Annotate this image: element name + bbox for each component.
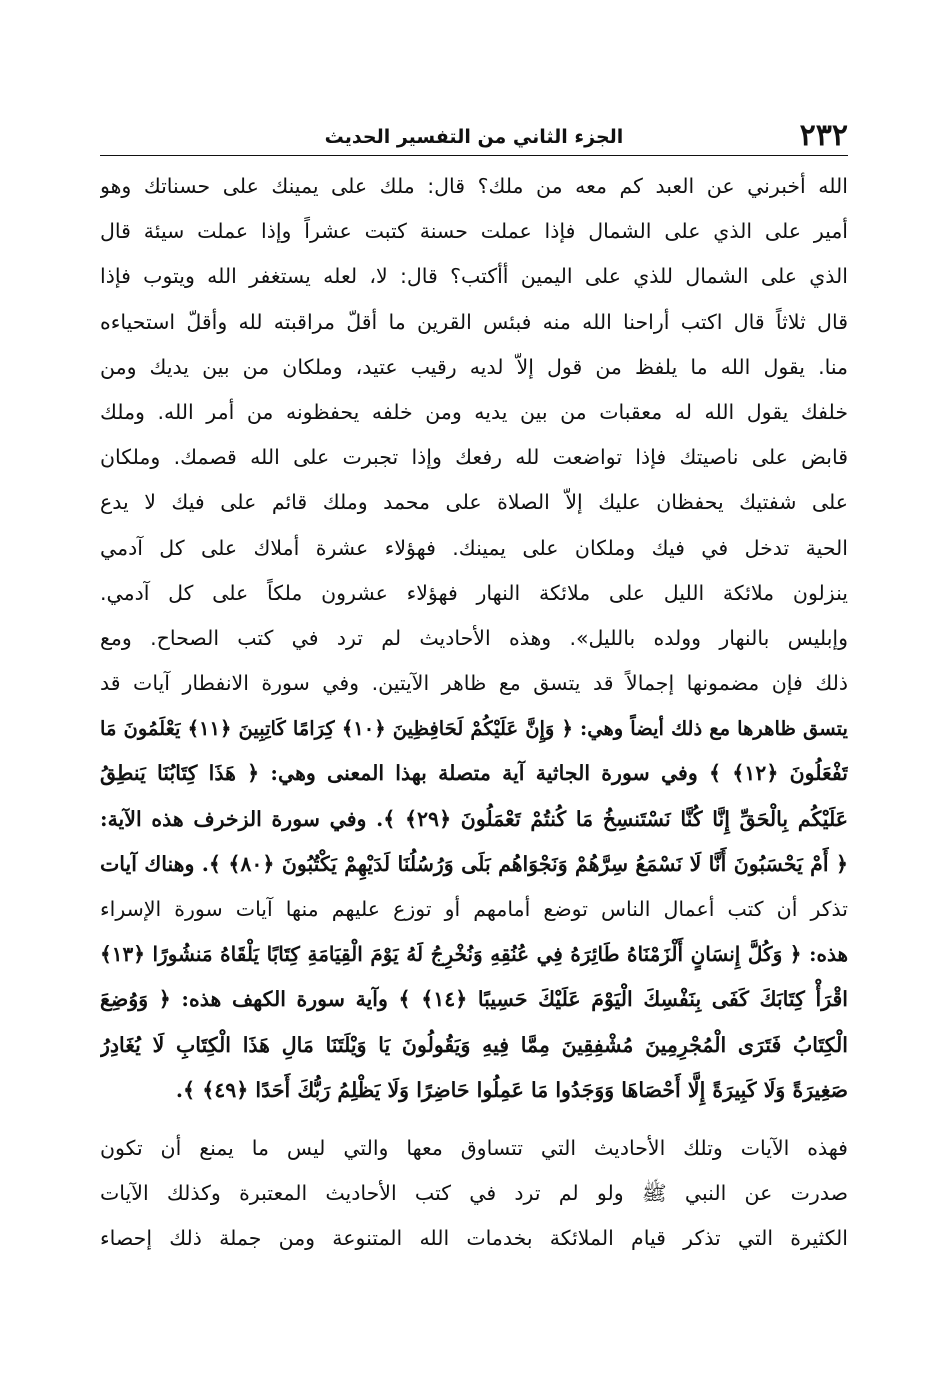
text-line: أمير على الذي على الشمال فإذا عملت حسنة كتبت عشراً وإذا عملت سيئة قال — [100, 219, 848, 244]
quran-line: يتسق ظاهرها مع ذلك أيضاً وهي: ﴿ وَإِنَّ عَلَيْكُمْ لَحَافِظِينَ ﴿١٠﴾ كِرَامًا كَاتِبِينَ ﴿١١﴾ يَعْلَمُونَ مَا — [100, 717, 848, 741]
text-line: الله أخبرني عن العبد كم معه من ملك؟ قال: ملك على يمينك على حسناتك وهو — [100, 174, 848, 198]
text-line: الكثيرة التي تذكر قيام الملائكة بخدمات الله المتنوعة ومن جملة ذلك إحصاء — [100, 1226, 848, 1251]
header-rule — [100, 155, 848, 156]
text-line: خلفك يقول الله له معقبات من بين يديه ومن خلفه يحفظونه من أمر الله. وملك — [100, 399, 848, 424]
text-line: الحية تدخل في فيك وملكان على يمينك. فهؤلاء عشرة أملاك على كل آدمي — [100, 535, 848, 560]
running-title: الجزء الثاني من التفسير الحديث — [324, 126, 624, 148]
text-line: صدرت عن النبي ﷺ ولو لم ترد في كتب الأحاديث المعتبرة وكذلك الآيات — [100, 1181, 848, 1206]
quran-line: الْكِتَابُ فَتَرَى الْمُجْرِمِينَ مُشْفِقِينَ مِمَّا فِيهِ وَيَقُولُونَ يَا وَيْلَتَنَا مَالِ هَذَا الْكِتَابِ لَا يُغَادِرُ — [100, 1032, 848, 1057]
text-line: منا. يقول الله ما يلفظ من قول إلاّ لديه رقيب عتيد، وملكان من بين يديك ومن — [100, 354, 848, 379]
second-paragraph — [100, 1126, 848, 1262]
text-line: ينزلون ملائكة الليل على ملائكة النهار فهؤلاء عشرون ملكاً على كل آدمي. — [100, 580, 848, 605]
page-number: ٢٣٢ — [799, 118, 848, 153]
quran-line: صَغِيرَةً وَلَا كَبِيرَةً إِلَّا أَحْصَاهَا وَوَجَدُوا مَا عَمِلُوا حَاضِرًا وَلَا يَظْلِمُ رَبُّكَ أَحَدًا ﴿٤٩﴾ ﴾. — [175, 1077, 848, 1102]
quran-line: اقْرَأْ كِتَابَكَ كَفَى بِنَفْسِكَ الْيَوْمَ عَلَيْكَ حَسِيبًا ﴿١٤﴾ ﴾ وآية سورة الكهف هذه: ﴿ وَوُضِعَ — [100, 987, 848, 1012]
page-header — [100, 118, 848, 154]
text-line: على شفتيك يحفظان عليك إلاّ الصلاة على محمد وملك قائم على فيك لا يدع — [100, 490, 848, 515]
text-line: قابض على ناصيتك فإذا تواضعت لله رفعك وإذا تجبرت على الله قصمك. وملكان — [100, 445, 848, 470]
text-line: وإبليس بالنهار وولده بالليل». وهذه الأحاديث لم ترد في كتب الصحاح. ومع — [100, 625, 848, 650]
text-line: ذلك فإن مضمونها إجمالاً قد يتسق مع ظاهر الآيتين. وفي سورة الانفطار آيات قد — [100, 671, 848, 696]
text-line: الذي على الشمال للذي على اليمين أأكتب؟ قال: لا، لعله يستغفر الله ويتوب فإذا — [100, 264, 848, 289]
main-paragraph — [100, 164, 848, 1113]
quran-line: هذه: ﴿ وَكُلَّ إِنسَانٍ أَلْزَمْنَاهُ طَائِرَهُ فِي عُنُقِهِ وَنُخْرِجُ لَهُ يَوْمَ الْقِيَامَةِ كِتَابًا يَلْقَاهُ مَنشُورًا ﴿١٣﴾ — [100, 942, 848, 967]
quran-line: عَلَيْكُم بِالْحَقِّ إِنَّا كُنَّا نَسْتَنسِخُ مَا كُنتُمْ تَعْمَلُونَ ﴿٢٩﴾ ﴾. وفي سورة الزخرف هذه الآية: — [100, 806, 848, 831]
text-line: قال ثلاثاً قال اكتب أراحنا الله منه فبئس القرين ما أقلّ مراقبته لله وأقلّ استحياءه — [100, 309, 848, 334]
quran-line: تَفْعَلُونَ ﴿١٢﴾ ﴾ وفي سورة الجاثية آية متصلة بهذا المعنى وهي: ﴿ هَذَا كِتَابُنَا يَنطِقُ — [100, 761, 848, 786]
text-line: فهذه الآيات وتلك الأحاديث التي تتساوق معها والتي ليس ما يمنع أن تكون — [100, 1136, 848, 1160]
text-line: تذكر أن كتب أعمال الناس توضع أمامهم أو توزع عليهم منها آيات سورة الإسراء — [100, 897, 848, 921]
quran-line: ﴿ أَمْ يَحْسَبُونَ أَنَّا لَا نَسْمَعُ سِرَّهُمْ وَنَجْوَاهُم بَلَى وَرُسُلُنَا لَدَيْهِمْ يَكْتُبُونَ ﴿٨٠﴾ ﴾. وهناك آيات — [100, 851, 848, 876]
